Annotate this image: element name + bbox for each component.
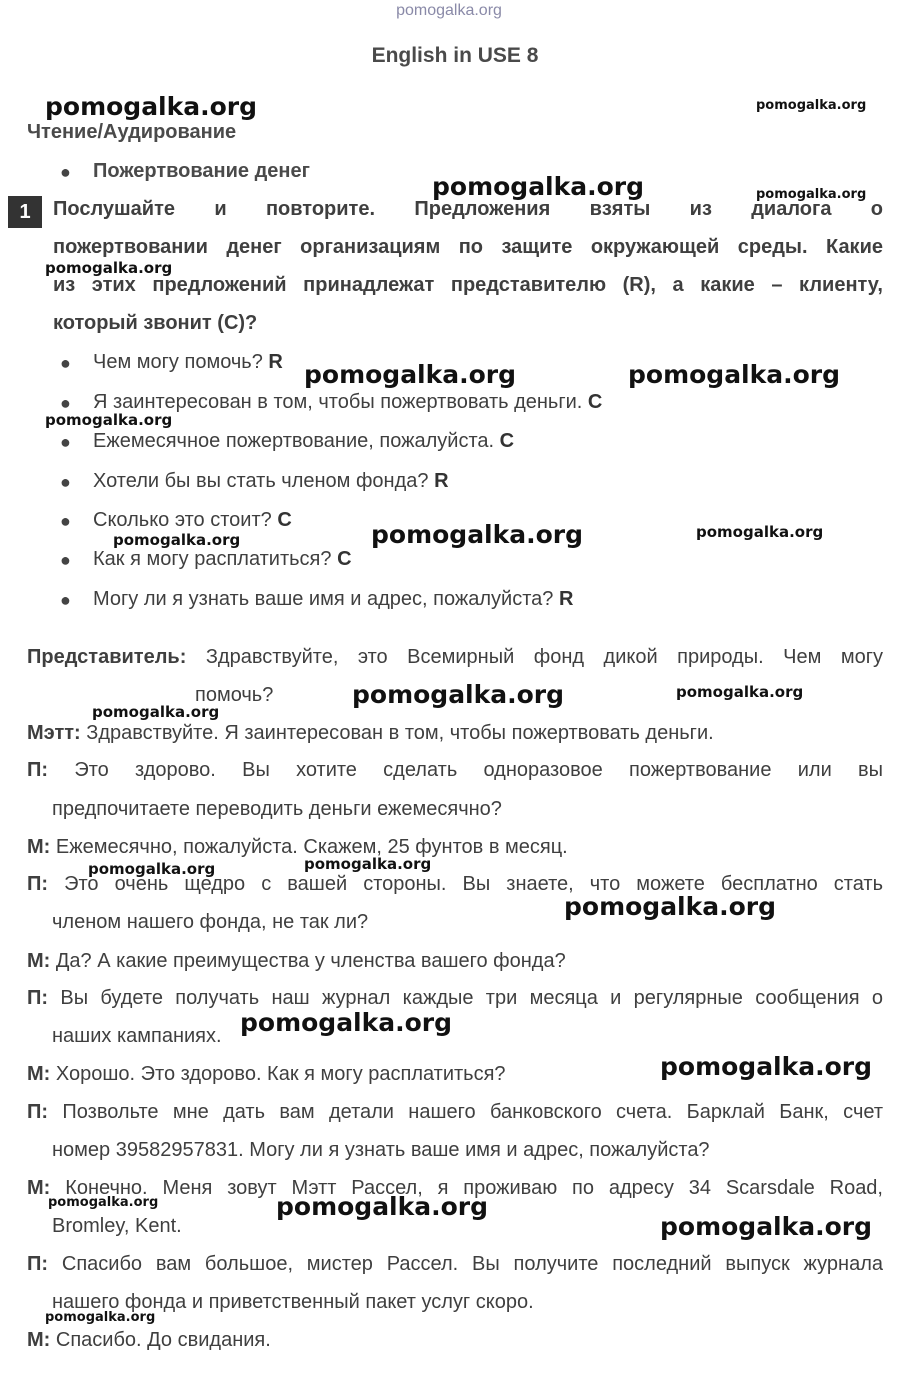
- watermark: pomogalka.org: [564, 892, 777, 921]
- section-heading: Чтение/Аудирование: [27, 121, 237, 143]
- dialogue-line: Мэтт: Здравствуйте. Я заинтересован в том, чтобы пожертвовать деньги.: [27, 722, 714, 744]
- speaker-label: Представитель:: [27, 646, 187, 668]
- phrase-item: Хотели бы вы стать членом фонда? R: [93, 470, 449, 492]
- watermark: pomogalka.org: [45, 411, 173, 429]
- speaker-label: М:: [27, 950, 51, 972]
- header-watermark: pomogalka.org: [396, 2, 502, 19]
- dialogue-line: М: Ежемесячно, пожалуйста. Скажем, 25 фунтов в месяц.: [27, 836, 568, 858]
- page-title: English in USE 8: [371, 44, 539, 67]
- speaker-label: Мэтт:: [27, 722, 81, 744]
- bullet-icon: ●: [60, 162, 71, 182]
- speaker-label: П:: [27, 873, 49, 895]
- speaker-label: П:: [27, 759, 49, 781]
- bullet-icon: ●: [60, 432, 71, 452]
- watermark: pomogalka.org: [48, 1195, 159, 1210]
- watermark: pomogalka.org: [276, 1192, 489, 1221]
- speaker-label: М:: [27, 1329, 51, 1351]
- bullet-icon: ●: [60, 511, 71, 531]
- task-instruction-line: пожертвовании денег организациям по защите окружающей среды. Какие: [53, 236, 883, 258]
- dialogue-line: П: Это здорово. Вы хотите сделать одноразовое пожертвование или вы: [27, 759, 883, 781]
- topic-title: Пожертвование денег: [93, 160, 310, 182]
- phrase-item: Ежемесячное пожертвование, пожалуйста. C: [93, 430, 515, 452]
- watermark: pomogalka.org: [240, 1008, 453, 1037]
- watermark: pomogalka.org: [660, 1052, 873, 1081]
- dialogue-line: П: Вы будете получать наш журнал каждые три месяца и регулярные сообщения о: [27, 987, 884, 1009]
- task-instruction-line: из этих предложений принадлежат представителю (R), а какие – клиенту,: [53, 274, 883, 296]
- speaker-label: П:: [27, 987, 49, 1009]
- dialogue-line: М: Конечно. Меня зовут Мэтт Рассел, я проживаю по адресу 34 Scarsdale Road,: [27, 1177, 883, 1199]
- task-instruction-line: который звонит (С)?: [53, 312, 258, 334]
- speaker-label: М:: [27, 1063, 51, 1085]
- dialogue-line: М: Хорошо. Это здорово. Как я могу расплатиться?: [27, 1063, 506, 1085]
- dialogue-line: М: Спасибо. До свидания.: [27, 1329, 271, 1351]
- watermark: pomogalka.org: [92, 703, 220, 721]
- bullet-icon: ●: [60, 353, 71, 373]
- watermark: pomogalka.org: [371, 520, 584, 549]
- phrase-item: Я заинтересован в том, чтобы пожертвовать деньги. C: [93, 391, 603, 413]
- bullet-icon: ●: [60, 393, 71, 413]
- dialogue-line: помочь?: [195, 684, 274, 706]
- dialogue-line: Представитель: Здравствуйте, это Всемирный фонд дикой природы. Чем могу: [27, 646, 883, 668]
- phrase-item: Сколько это стоит? C: [93, 509, 292, 531]
- dialogue-line: П: Спасибо вам большое, мистер Рассел. Вы получите последний выпуск журнала: [27, 1253, 884, 1275]
- dialogue-line: Bromley, Kent.: [52, 1215, 182, 1237]
- dialogue-line: М: Да? А какие преимущества у членства вашего фонда?: [27, 950, 566, 972]
- dialogue-line: членом нашего фонда, не так ли?: [52, 911, 369, 933]
- watermark: pomogalka.org: [628, 360, 841, 389]
- speaker-label: М:: [27, 1177, 51, 1199]
- speaker-label: П:: [27, 1101, 49, 1123]
- watermark: pomogalka.org: [756, 98, 867, 113]
- watermark: pomogalka.org: [696, 523, 824, 541]
- task-instruction-line: Послушайте и повторите. Предложения взяты из диалога о: [53, 198, 883, 220]
- watermark: pomogalka.org: [45, 92, 258, 121]
- dialogue-line: П: Это очень щедро с вашей стороны. Вы знаете, что можете бесплатно стать: [27, 873, 884, 895]
- watermark: pomogalka.org: [88, 860, 216, 878]
- watermark: pomogalka.org: [304, 855, 432, 873]
- dialogue-line: наших кампаниях.: [52, 1025, 222, 1047]
- task-number-badge: 1: [8, 196, 42, 228]
- phrase-item: Как я могу расплатиться? C: [93, 548, 352, 570]
- dialogue-line: предпочитаете переводить деньги ежемесячно?: [52, 798, 502, 820]
- phrase-item: Чем могу помочь? R: [93, 351, 283, 373]
- dialogue-line: нашего фонда и приветственный пакет услуг скоро.: [52, 1291, 534, 1313]
- watermark: pomogalka.org: [660, 1212, 873, 1241]
- watermark: pomogalka.org: [756, 187, 867, 202]
- speaker-label: М:: [27, 836, 51, 858]
- bullet-icon: ●: [60, 550, 71, 570]
- phrase-item: Могу ли я узнать ваше имя и адрес, пожалуйста? R: [93, 588, 574, 610]
- watermark: pomogalka.org: [113, 531, 241, 549]
- watermark: pomogalka.org: [352, 680, 565, 709]
- dialogue-line: П: Позвольте мне дать вам детали нашего банковского счета. Барклай Банк, счет: [27, 1101, 883, 1123]
- watermark: pomogalka.org: [676, 683, 804, 701]
- dialogue-line: номер 39582957831. Могу ли я узнать ваше имя и адрес, пожалуйста?: [52, 1139, 710, 1161]
- bullet-icon: ●: [60, 590, 71, 610]
- watermark: pomogalka.org: [45, 259, 173, 277]
- bullet-icon: ●: [60, 472, 71, 492]
- watermark: pomogalka.org: [432, 172, 645, 201]
- watermark: pomogalka.org: [304, 360, 517, 389]
- speaker-label: П:: [27, 1253, 49, 1275]
- watermark: pomogalka.org: [45, 1310, 156, 1325]
